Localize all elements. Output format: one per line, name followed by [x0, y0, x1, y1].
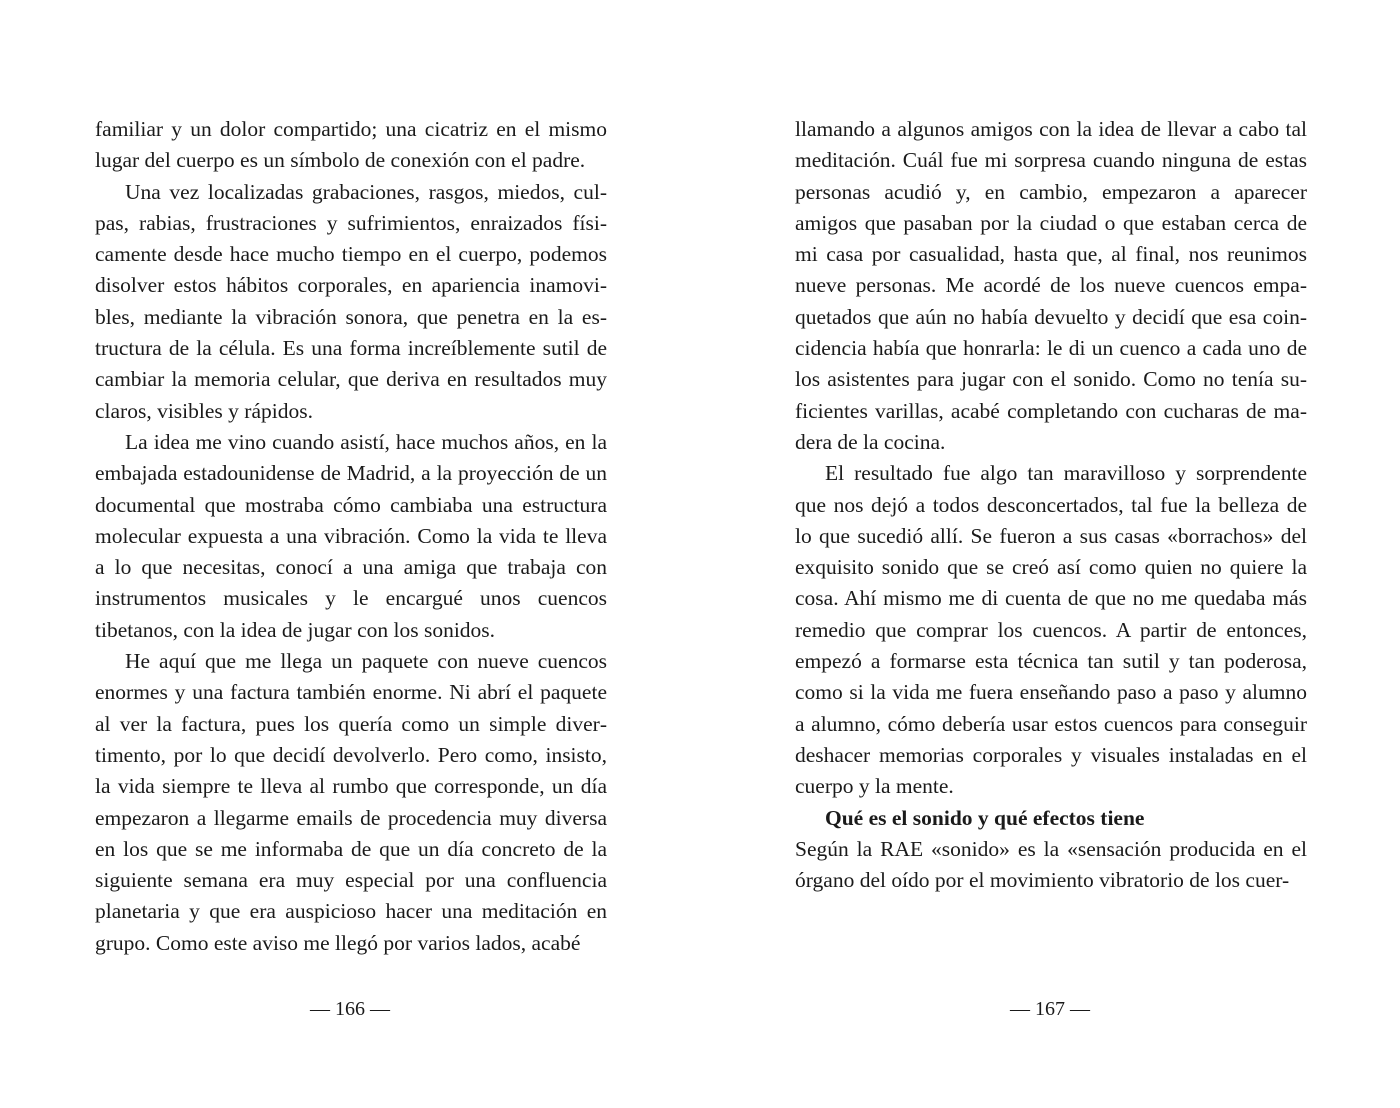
- paragraph: Una vez localizadas grabaciones, rasgos, miedos, culpas, rabias, frustraciones y sufrimientos, enraizados físicamente desde hace mucho tiempo en el cuerpo, podemos disolver estos hábitos corporales, en apariencia inamovibles, mediante la vibración sonora, que penetra en la estructura de la célula. Es una forma increíblemente sutil de cambiar la memoria celular, que deriva en resultados muy claros, visibles y rápidos.: [95, 179, 607, 423]
- page-number: — 166 —: [310, 998, 390, 1020]
- paragraph: Según la RAE «sonido» es la «sensación producida en el órgano del oído por el movimiento vibratorio de los cuer-: [795, 836, 1307, 893]
- paragraph: He aquí que me llega un paquete con nueve cuencos enormes y una factura también enorme. Ni abrí el paquete al ver la factura, pues los quería como un simple divertimento, por lo que decidí devolverlo. Pero como, insisto, la vida siempre te lleva al rumbo que corresponde, un día empezaron a llegarme emails de procedencia muy diversa en los que se me informaba de que un día concreto de la siguiente semana era muy especial por una confluencia planetaria y que era auspicioso hacer una meditación en grupo. Como este aviso me llegó por varios lados, acabé: [95, 649, 607, 955]
- paragraph: El resultado fue algo tan maravilloso y sorprendente que nos dejó a todos desconcertados, tal fue la belleza de lo que sucedió allí. Se fueron a sus casas «borrachos» del exquisito sonido que se creó así como quien no quiere la cosa. Ahí mismo me di cuenta de que no me quedaba más remedio que comprar los cuencos. A partir de entonces, empezó a formarse esta técnica tan sutil y tan poderosa, como si la vida me fuera enseñando paso a paso y alumno a alumno, cómo debería usar estos cuencos para conseguir deshacer memorias corporales y visuales instaladas en el cuerpo y la mente.: [795, 461, 1307, 799]
- left-page-body: [95, 114, 607, 959]
- page-number: — 167 —: [1010, 998, 1090, 1020]
- section-heading: Qué es el sonido y qué efectos tiene: [825, 805, 1145, 830]
- paragraph: llamando a algunos amigos con la idea de llevar a cabo tal meditación. Cuál fue mi sorpresa cuando ninguna de estas personas acudió y, en cambio, empezaron a aparecer amigos que pasaban por la ciudad o que estaban cerca de mi casa por casualidad, hasta que, al final, nos reunimos nueve personas. Me acordé de los nueve cuencos empaquetados que aún no había devuelto y decidí que esa coincidencia había que honrarla: le di un cuenco a cada uno de los asistentes para jugar con el sonido. Como no tenía suficientes varillas, acabé completando con cucharas de madera de la cocina.: [795, 117, 1307, 454]
- paragraph: La idea me vino cuando asistí, hace muchos años, en la embajada estadounidense de Madrid, a la proyección de un documental que mostraba cómo cambiaba una estructura molecular expuesta a una vibración. Como la vida te lleva a lo que necesitas, conocí a una amiga que trabaja con instrumentos musicales y le encargué unos cuencos tibetanos, con la idea de jugar con los sonidos.: [95, 429, 607, 642]
- right-page-body: [795, 114, 1307, 896]
- paragraph: familiar y un dolor compartido; una cicatriz en el mismo lugar del cuerpo es un símbolo de conexión con el padre.: [95, 117, 607, 173]
- right-page: [700, 0, 1400, 1108]
